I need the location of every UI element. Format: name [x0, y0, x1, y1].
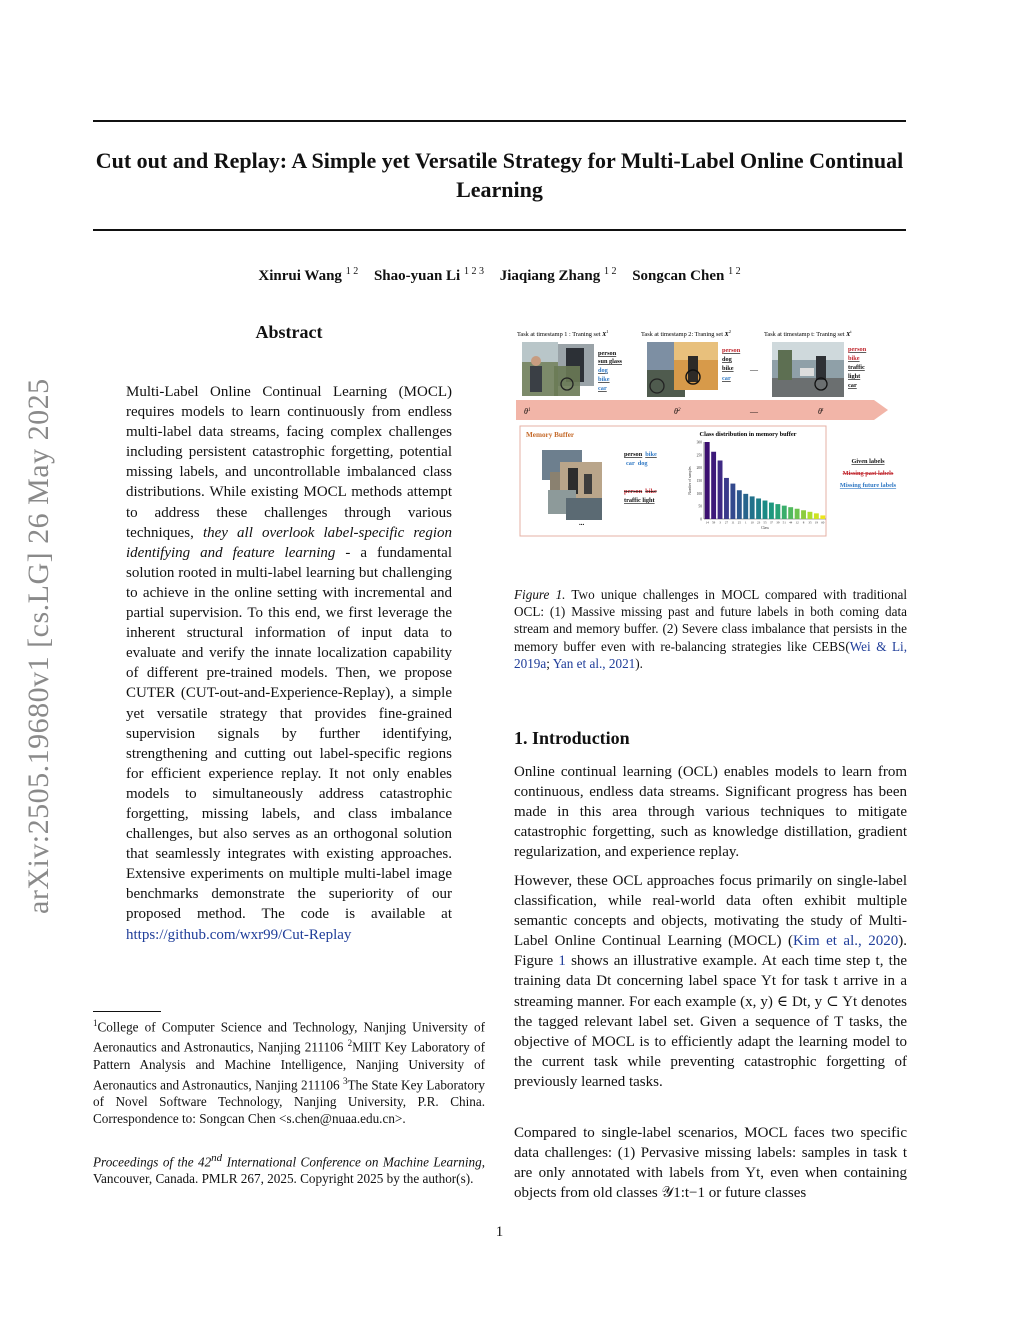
svg-text:person: person	[598, 350, 617, 357]
x-tick-label: 44	[789, 520, 793, 525]
svg-text:car: car	[598, 385, 607, 392]
y-tick-label: 200	[696, 466, 702, 471]
x-tick-label: 8	[802, 520, 805, 525]
figure-1	[514, 322, 907, 547]
bar	[801, 510, 806, 519]
memory-dots: ...	[579, 519, 585, 527]
task-ellipsis: —	[750, 365, 758, 374]
svg-text:bike: bike	[848, 355, 860, 362]
intro-paragraph-3: Compared to single-label scenarios, MOCL faces two specific data challenges: (1) Pervasive missing labels: samples in task t are only annotated with labels from Yt, even when containing objects from old classes 𝒴1:t−1 or future classes	[514, 1125, 907, 1202]
page-number: 1	[495, 1224, 504, 1240]
x-tick-label: 14	[705, 520, 709, 525]
x-tick-label: 25	[737, 520, 741, 525]
svg-text:personbike: person bike	[624, 451, 657, 458]
abstract-body: Multi-Label Online Continual Learning (MOCL) requires models to learn continuously from endless multi-label data streams, facing complex challenges including persistent catastrophic forgetting, potential missing labels, and uncontrollable imbalanced class distributions. While existing MOCL methods attempt to address these challenges through various techniques, they all overlook label-specific region identifying and feature learning - a fundamental solution rooted in multi-label learning but challenging to achieve in the online setting with incremental and partial supervision. To this end, we first leverage the inherent structural information of input data to evaluate and verify the innate localization capability of different pre-trained models. Then, we propose CUTER (CUT-out-and-Experience-Replay), a simple yet versatile strategy that provides fine-grained supervision signals by further identifying, strengthening and cutting out label-specific regions for efficient experience replay. It not only enables models to simultaneously address catastrophic forgetting, missing labels, and class imbalance challenges, but also serves as an orthogonal solution that seamlessly integrates with existing approaches. Extensive experiments on multiple multi-label image benchmarks demonstrate the superiority of our proposed method. The code is available at https://github.com/wxr99/Cut-Replay	[126, 384, 452, 943]
svg-text:personbike: person bike	[624, 488, 657, 495]
theta-2: $\theta^2$	[674, 407, 681, 416]
x-tick-label: 59	[712, 520, 716, 525]
y-tick-label: 300	[696, 440, 702, 445]
bar	[711, 452, 716, 519]
x-tick-label: 3	[719, 520, 721, 525]
abstract-heading: Abstract	[255, 322, 323, 342]
bar	[820, 515, 825, 519]
arxiv-watermark: arXiv:2505.19680v1 [cs.LG] 26 May 2025	[22, 378, 55, 914]
task-header-1: Task at timestamp 1 : Traning set $X^1$	[517, 329, 609, 338]
x-tick-label: 35	[808, 520, 812, 525]
task2-photos	[647, 342, 718, 397]
bar	[705, 442, 710, 519]
y-tick-label: 250	[696, 453, 702, 458]
theta-1: $\theta^1$	[524, 407, 531, 416]
bar	[795, 509, 800, 519]
svg-text:cardog: car dog	[626, 460, 648, 467]
svg-text:sun glass: sun glass	[598, 358, 622, 365]
intro-paragraph-1: Online continual learning (OCL) enables models to learn from continuous, endless data streams. Significant progress has been made in this area through various techniques to mitigate catastrophic forgetting, such as knowledge distillation, gradient regularization, and experience replay.	[514, 764, 907, 861]
bar	[718, 460, 723, 519]
bar	[769, 503, 774, 519]
task-header-3: Task at timestamp t: Traning set $X^t$	[764, 329, 852, 338]
figure-illustration	[514, 322, 907, 547]
svg-text:bike: bike	[598, 376, 610, 383]
x-tick-label: 1	[744, 520, 747, 525]
x-tick-label: 39	[776, 520, 780, 525]
svg-text:car: car	[848, 382, 857, 389]
bar	[775, 504, 780, 519]
x-tick-label: 19	[814, 520, 818, 525]
x-tick-label: 10	[750, 520, 754, 525]
svg-text:bike: bike	[722, 365, 734, 372]
timeline-ellipsis: —	[750, 407, 758, 416]
svg-text:dog: dog	[722, 356, 732, 363]
abstract-emphasis: they all overlook label-specific region identifying and feature learning	[126, 524, 452, 561]
legend-missing-past: Missing past labels	[842, 470, 894, 477]
bar	[782, 506, 787, 519]
y-tick-label: 100	[696, 491, 702, 496]
affiliations-footnote: $^1$College of Computer Science and Technology, Nanjing University of Aeronautics and Astronautics, Nanjing 211106 $^2$MIIT Key Laboratory of Pattern Analysis and Machine Intelligence, Nanjing University of Aeronautics and Astronautics, Nanjing 211106 $^3$The State Key Laboratory of Novel Software Technology, Nanjing University, P.R. China. Correspondence to: Songcan Chen <s.chen@nuaa.edu.cn>.	[93, 1018, 485, 1127]
introduction-heading: 1. Introduction	[514, 728, 630, 748]
x-tick-label: 51	[782, 520, 786, 525]
citation-link[interactable]: Yan et al., 2021	[552, 655, 636, 671]
x-tick-label: 11	[731, 520, 735, 525]
theta-t: $\theta^t$	[818, 407, 824, 416]
figure-caption: Figure 1. Two unique challenges in MOCL compared with traditional OCL: (1) Massive missing past and future labels in both coming data stream and memory buffer. (2) Severe class imbalance that persists in the memory buffer even with re-balancing strategies like CEBS(Wei & Li, 2019a; Yan et al., 2021).	[514, 587, 908, 671]
task3-photo	[772, 342, 844, 397]
bar	[730, 484, 735, 519]
y-tick-label: 0	[700, 517, 702, 522]
bar	[724, 478, 729, 519]
legend-given: Given labels	[851, 458, 885, 465]
svg-text:traffic: traffic	[848, 364, 865, 371]
bar	[763, 501, 768, 519]
task1-labels	[598, 350, 623, 392]
y-axis-label: Number of samples	[688, 466, 692, 495]
x-tick-label: 27	[724, 520, 729, 525]
x-tick-label: 23	[756, 520, 761, 525]
y-tick-label: 150	[696, 479, 702, 483]
paper-title: Cut out and Replay: A Simple yet Versatile Strategy for Multi-Label Online Continual Learning	[95, 148, 904, 202]
intro-paragraph-2: However, these OCL approaches focus primarily on single-label classification, while real-world data often exhibit multiple semantic concepts and objects, motivating the study of Multi-Label Online Continual Learning (MOCL) (Kim et al., 2020). Figure 1 shows an illustrative example. At each time step t, the training data Dt concerning label space Yt for task t arrive in a streaming manner. For each example (x, y) ∈ Dt, y ⊂ Yt denotes the tagged relevant label set. Given a sequence of T tasks, the objective of MOCL is to efficiently adapt the learning model to the current task while preventing catastrophic forgetting of previously learned tasks.	[514, 873, 907, 1090]
bar	[750, 496, 755, 519]
task2-labels	[722, 347, 741, 382]
author: Jiaqiang Zhang $^{1 2}$	[499, 266, 617, 284]
figure-ref-link[interactable]: 1	[558, 953, 566, 970]
bar	[756, 498, 761, 519]
bar	[737, 490, 742, 519]
citation-link[interactable]: Wei & Li, 2019a	[514, 638, 907, 671]
y-tick-label: 50	[698, 504, 702, 509]
legend-missing-future: Missing future labels	[839, 482, 897, 489]
memory-buffer-title: Memory Buffer	[526, 431, 575, 439]
code-link[interactable]: https://github.com/wxr99/Cut-Replay	[126, 926, 352, 943]
svg-text:car: car	[722, 375, 731, 382]
x-tick-label: 55	[763, 520, 767, 525]
bar	[814, 513, 819, 519]
x-tick-label: 60	[821, 520, 825, 525]
author-list	[93, 266, 906, 285]
timeline-arrow	[516, 400, 888, 420]
svg-text:dog: dog	[598, 367, 608, 374]
proceedings-note: Proceedings of the 42nd International Conference on Machine Learning, Vancouver, Canada. PMLR 267, 2025. Copyright 2025 by the author(s).	[93, 1152, 485, 1187]
x-tick-label: 12	[795, 520, 799, 525]
figure-legend	[840, 458, 897, 489]
task1-photos	[522, 342, 594, 396]
author: Shao-yuan Li $^{1 2 3}$	[373, 266, 484, 284]
author: Xinrui Wang $^{1 2}$	[258, 266, 359, 284]
bar	[788, 507, 793, 519]
top-rule	[93, 120, 906, 122]
bar	[743, 494, 748, 519]
author: Songcan Chen $^{1 2}$	[632, 266, 741, 284]
svg-text:traffic light: traffic light	[624, 497, 655, 504]
svg-text:light: light	[848, 373, 861, 380]
x-axis-label: Class	[761, 526, 769, 530]
x-tick-label: 37	[769, 520, 774, 525]
chart-title: Class distribution in memory buffer	[699, 431, 797, 438]
svg-text:person: person	[722, 347, 741, 354]
footnote-rule	[93, 1011, 161, 1012]
task3-labels	[848, 346, 867, 389]
task-header-2: Task at timestamp 2: Traning set $X^2$	[641, 329, 731, 338]
svg-text:person: person	[848, 346, 867, 353]
bar	[808, 512, 813, 519]
citation-link[interactable]: Kim et al., 2020	[792, 933, 899, 950]
title-bottom-rule	[93, 229, 906, 231]
